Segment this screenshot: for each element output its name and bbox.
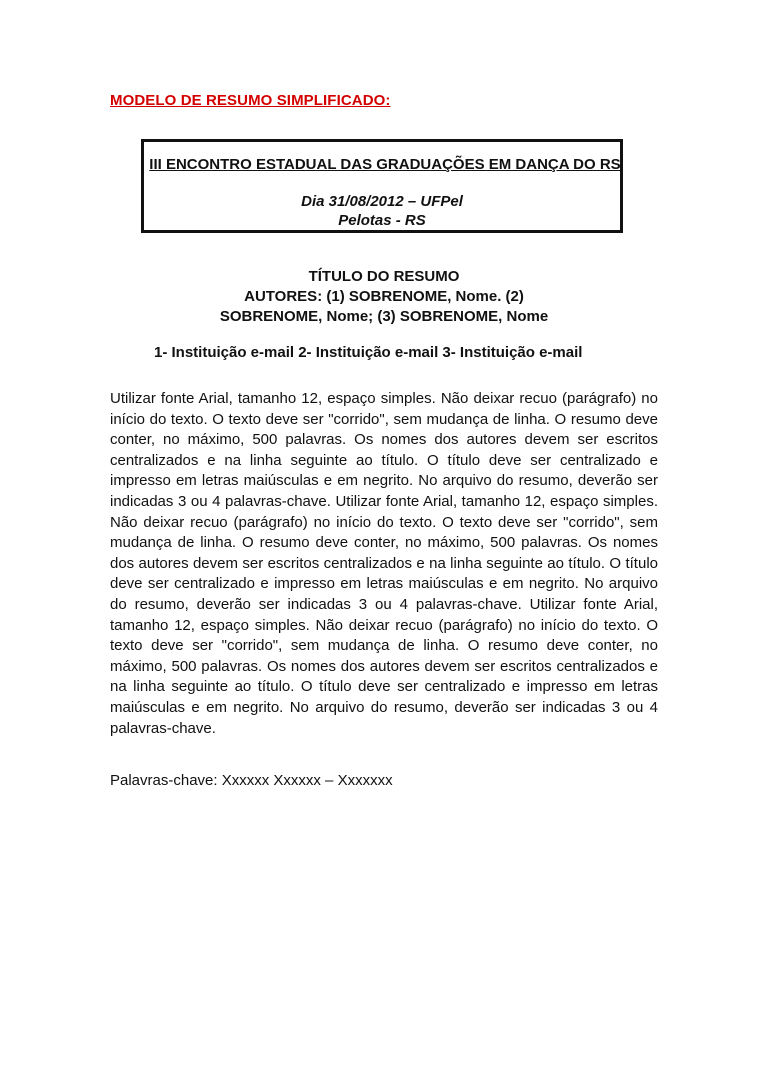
event-place: Pelotas - RS [338, 212, 426, 229]
event-box [141, 139, 623, 233]
event-name: III ENCONTRO ESTADUAL DAS GRADUAÇÕES EM DANÇA DO RS [149, 156, 621, 173]
model-title: MODELO DE RESUMO SIMPLIFICADO: [110, 92, 391, 109]
abstract-body: Utilizar fonte Arial, tamanho 12, espaço simples. Não deixar recuo (parágrafo) no início do texto. O texto deve ser "corrido", sem mudança de linha. O resumo deve conter, no máximo, 500 palavras. Os nomes dos autores devem ser escritos centralizados e na linha seguinte ao título. O título deve ser centralizado e impresso em letras maiúsculas e em negrito. No arquivo do resumo, deverão ser indicadas 3 ou 4 palavras-chave. Utilizar fonte Arial, tamanho 12, espaço simples. Não deixar recuo (parágrafo) no início do texto. O texto deve ser "corrido", sem mudança de linha. O resumo deve conter, no máximo, 500 palavras. Os nomes dos autores devem ser escritos centralizados e na linha seguinte ao título. O título deve ser centralizado e impresso em letras maiúsculas e em negrito. No arquivo do resumo, deverão ser indicadas 3 ou 4 palavras-chave. Utilizar fonte Arial, tamanho 12, espaço simples. Não deixar recuo (parágrafo) no início do texto. O texto deve ser "corrido", sem mudança de linha. O resumo deve conter, no máximo, 500 palavras. Os nomes dos autores devem ser escritos centralizados e na linha seguinte ao título. O título deve ser centralizado e impresso em letras maiúsculas e em negrito. No arquivo do resumo, deverão ser indicadas 3 ou 4 palavras-chave. [110, 390, 658, 737]
event-date: Dia 31/08/2012 – UFPel [301, 193, 463, 210]
keywords-line: Palavras-chave: Xxxxxx Xxxxxx – Xxxxxxx [110, 772, 393, 789]
authors-line-1: AUTORES: (1) SOBRENOME, Nome. (2) [244, 288, 524, 305]
abstract-title: TÍTULO DO RESUMO [308, 268, 460, 285]
institutions-line: 1- Instituição e-mail 2- Instituição e-mail 3- Instituição e-mail [154, 344, 583, 361]
authors-line-2: SOBRENOME, Nome; (3) SOBRENOME, Nome [219, 308, 549, 325]
abstract-header [196, 267, 572, 327]
